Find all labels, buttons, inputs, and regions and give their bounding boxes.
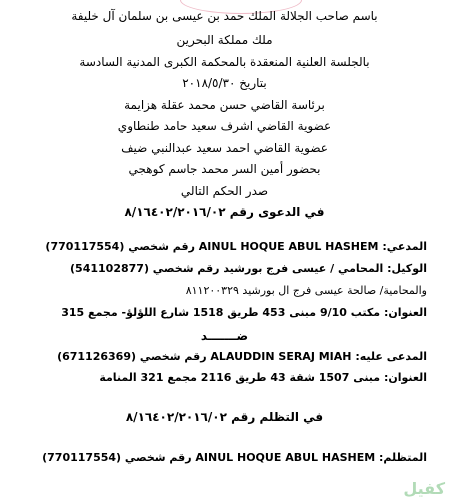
agent-line: الوكيل: المحامي / عيسى فرج بورشيد رقم شخصي (541102877) bbox=[70, 262, 427, 275]
grievance-number: في التظلم رقم ٨/١٦٤٠٢/٢٠١٦/٠٢ bbox=[125, 410, 324, 424]
heading-court-session: بالجلسة العلنية المنعقدة بالمحكمة الكبرى المدنية السادسة bbox=[79, 55, 370, 69]
heading-member-judge-2: عضوية القاضي احمد سعيد عبدالنبي ضيف bbox=[121, 141, 328, 155]
plaintiff-address: العنوان: مكتب 9/10 مبنى 453 طريق 1518 شارع اللؤلؤ- مجمع 315 bbox=[61, 306, 427, 319]
heading-date: بتاريخ ٢٠١٨/٥/٣٠ bbox=[182, 76, 267, 90]
case-number: في الدعوى رقم ٨/١٦٤٠٢/٢٠١٦/٠٢ bbox=[124, 205, 325, 219]
heading-secretary: بحضور أمين السر محمد جاسم كوهجي bbox=[128, 162, 321, 176]
heading-member-judge-1: عضوية القاضي اشرف سعيد حامد طنطاوي bbox=[117, 119, 332, 133]
watermark-logo: كفيل bbox=[403, 479, 445, 498]
defendant-line: المدعى عليه: ALAUDDIN SERAJ MIAH رقم شخصي (671126369) bbox=[57, 350, 427, 363]
plaintiff-line: المدعي: AINUL HOQUE ABUL HASHEM رقم شخصي (770117554) bbox=[45, 240, 427, 253]
lawyer-line: والمحامية/ صالحة عيسى فرج ال بورشيد ٨١١٢٠٠٣٢٩ bbox=[185, 284, 427, 297]
aggrieved-line: المتظلم: AINUL HOQUE ABUL HASHEM رقم شخصي (770117554) bbox=[42, 451, 427, 464]
heading-presiding-judge: برئاسة القاضي حسن محمد عقلة هزايمة bbox=[124, 98, 325, 112]
versus-label: ضـــــــد bbox=[200, 329, 249, 343]
heading-royal-name: باسم صاحب الجلالة الملك حمد بن عيسى بن سلمان آل خليفة bbox=[71, 9, 378, 23]
defendant-address: العنوان: مبنى 1507 شقة 43 طريق 2116 مجمع 321 المنامة bbox=[99, 371, 427, 384]
heading-verdict: صدر الحكم التالي bbox=[180, 184, 269, 198]
heading-kingdom: ملك مملكة البحرين bbox=[176, 33, 273, 47]
